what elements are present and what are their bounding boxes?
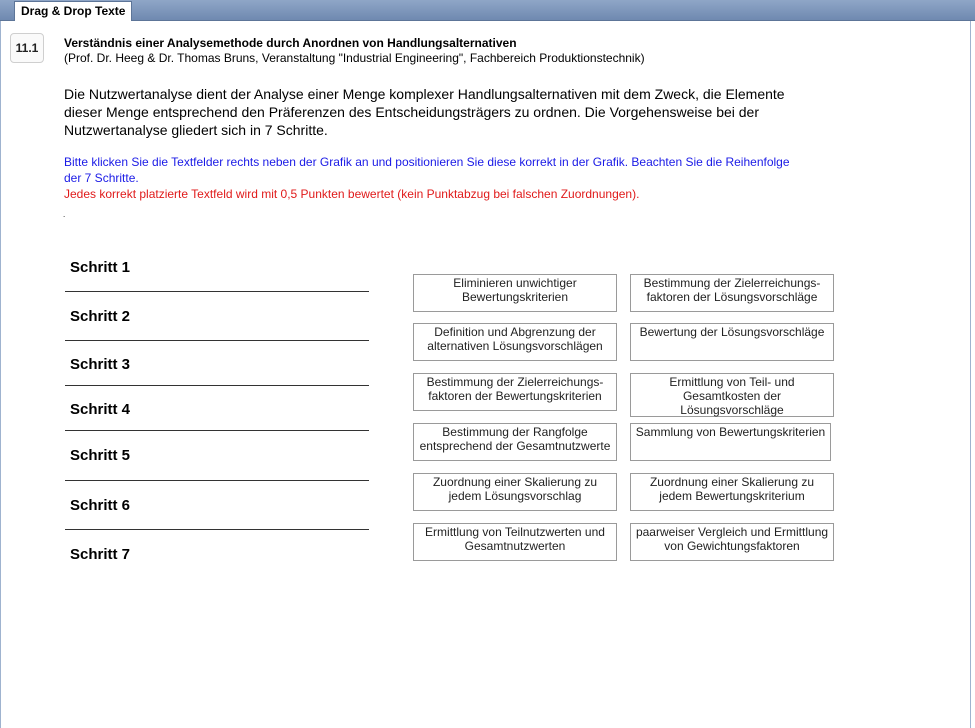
step-label: Schritt 7 — [70, 546, 131, 563]
drag-card[interactable]: Ermittlung von Teil- und Gesamtkosten der Lösungsvorschläge — [630, 373, 834, 417]
drag-card[interactable]: Ermittlung von Teilnutzwerten und Gesamtnutzwerten — [413, 523, 617, 561]
drag-card[interactable]: Bestimmung der Zielerreichungs-faktoren der Bewertungskriterien — [413, 373, 617, 411]
stray-dot: . — [63, 210, 66, 219]
drag-card[interactable]: Bewertung der Lösungsvorschläge — [630, 323, 834, 361]
drag-card[interactable]: Zuordnung einer Skalierung zu jedem Bewertungskriterium — [630, 473, 834, 511]
step-label: Schritt 2 — [70, 308, 131, 325]
scoring-note: Jedes korrekt platzierte Textfeld wird mit 0,5 Punkten bewertet (kein Punktabzug bei falschen Zuordnungen). — [64, 187, 640, 201]
intro-text: Die Nutzwertanalyse dient der Analyse einer Menge komplexer Handlungsalternativen mit dem Zweck, die Elemente dieser Menge entsprechend den Präferenzen des Entscheidungsträgers zu ordnen. Die Vorgehensweise bei der Nutzwertanalyse gliedert sich in 7 Schritte. — [64, 86, 785, 138]
tab-drag-drop-texte[interactable]: Drag & Drop Texte — [14, 1, 132, 21]
step-label: Schritt 4 — [70, 401, 131, 418]
step-label: Schritt 1 — [70, 259, 131, 276]
step-label: Schritt 5 — [70, 447, 131, 464]
drag-card[interactable]: Sammlung von Bewertungskriterien — [630, 423, 831, 461]
step-slot-3[interactable] — [65, 352, 369, 386]
tab-bar — [0, 0, 975, 21]
instruction-text: Bitte klicken Sie die Textfelder rechts neben der Grafik an und positionieren Sie diese korrekt in der Grafik. Beachten Sie die Reihenfolge der 7 Schritte. — [64, 155, 790, 185]
drag-card[interactable]: Eliminieren unwichtiger Bewertungskriterien — [413, 274, 617, 312]
step-slot-4[interactable] — [65, 397, 369, 431]
step-label: Schritt 6 — [70, 497, 131, 514]
step-slot-7[interactable] — [65, 542, 369, 574]
step-slot-6[interactable] — [65, 493, 369, 530]
question-title: Verständnis einer Analysemethode durch Anordnen von Handlungsalternativen — [64, 36, 517, 50]
drag-card[interactable]: Bestimmung der Zielerreichungs-faktoren der Lösungsvorschläge — [630, 274, 834, 312]
step-slot-5[interactable] — [65, 443, 369, 481]
drag-card[interactable]: Bestimmung der Rangfolge entsprechend der Gesamtnutzwerte — [413, 423, 617, 461]
question-subtitle: (Prof. Dr. Heeg & Dr. Thomas Bruns, Veranstaltung "Industrial Engineering", Fachbereich Produktionstechnik) — [64, 51, 645, 65]
step-slot-1[interactable] — [65, 255, 369, 292]
step-label: Schritt 3 — [70, 356, 131, 373]
drag-card[interactable]: Definition und Abgrenzung der alternativen Lösungsvorschlägen — [413, 323, 617, 361]
step-slot-2[interactable] — [65, 304, 369, 341]
drag-card[interactable]: paarweiser Vergleich und Ermittlung von Gewichtungsfaktoren — [630, 523, 834, 561]
drag-card[interactable]: Zuordnung einer Skalierung zu jedem Lösungsvorschlag — [413, 473, 617, 511]
question-number-badge: 11.1 — [10, 33, 44, 63]
